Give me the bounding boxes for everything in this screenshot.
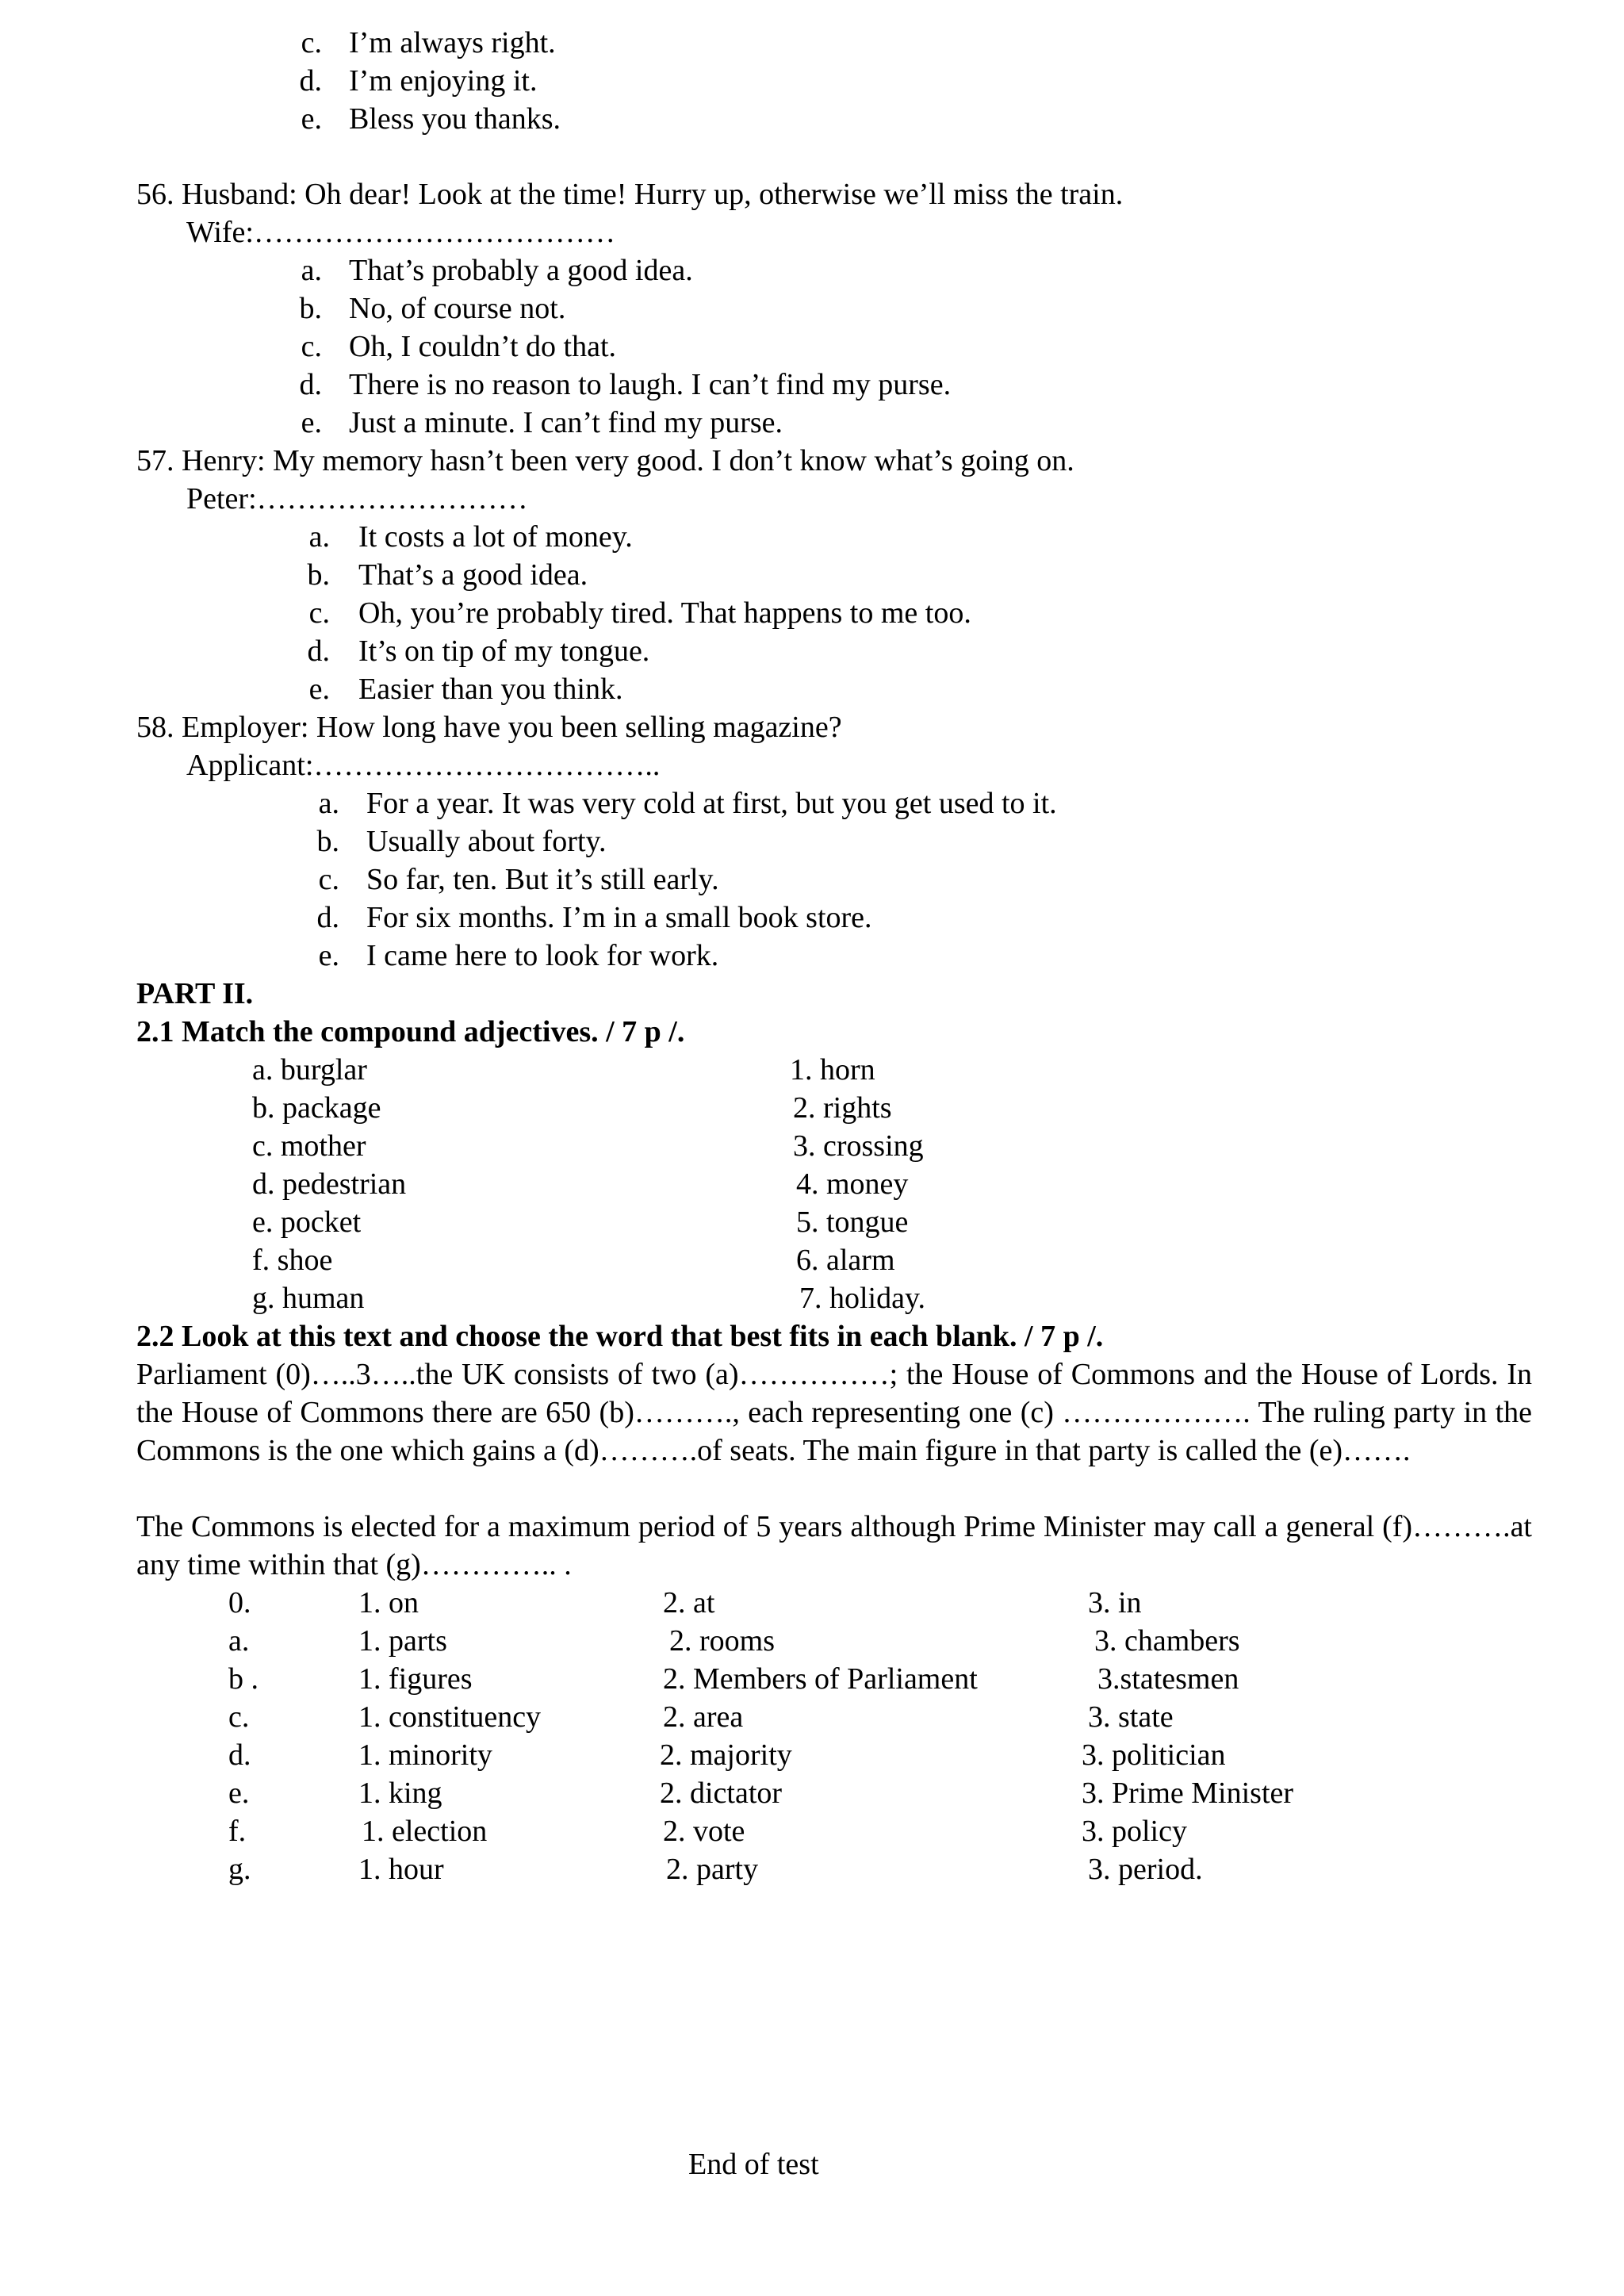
choice-option-1: 1. figures — [358, 1662, 473, 1696]
option-label: e. — [318, 939, 339, 972]
option-text: That’s a good idea. — [358, 558, 588, 592]
cloze-paragraph-2: The Commons is elected for a maximum period of 5 years although Prime Minister may call a general (f)……….at any time within that (g)………….. . — [136, 1510, 1532, 1581]
choice-key: f. — [228, 1815, 247, 1848]
choice-option-3: 3.statesmen — [1097, 1662, 1239, 1696]
section-title-2-1: 2.1 Match the compound adjectives. / 7 p /. — [136, 1015, 685, 1048]
option-label: d. — [299, 368, 322, 401]
choice-option-1: 1. minority — [358, 1738, 492, 1772]
choice-option-2: 2. dictator — [660, 1777, 783, 1810]
choice-key: b . — [228, 1662, 259, 1696]
question-reply: Applicant:…………………………….. — [186, 749, 661, 782]
option-label: e. — [301, 102, 322, 136]
choice-option-2: 2. majority — [660, 1738, 792, 1772]
option-label: d. — [307, 634, 330, 668]
match-left-item: f. shoe — [252, 1244, 333, 1277]
option-label: d. — [299, 64, 322, 98]
match-left-item: b. package — [252, 1091, 381, 1125]
option-label: c. — [318, 863, 339, 896]
option-label: e. — [308, 673, 330, 706]
option-text: So far, ten. But it’s still early. — [366, 863, 719, 896]
match-right-item: 4. money — [796, 1167, 909, 1201]
choice-option-1: 1. on — [358, 1586, 419, 1619]
match-right-item: 2. rights — [793, 1091, 892, 1125]
choice-key: d. — [228, 1738, 251, 1772]
choice-option-2: 2. rooms — [669, 1624, 775, 1658]
option-text: Just a minute. I can’t find my purse. — [349, 406, 783, 439]
option-label: b. — [299, 292, 322, 325]
match-right-item: 7. holiday. — [799, 1282, 926, 1315]
match-left-item: c. mother — [252, 1129, 366, 1163]
part-title: PART II. — [136, 977, 254, 1010]
option-text: Usually about forty. — [366, 825, 607, 858]
choice-key: a. — [228, 1624, 250, 1658]
question-reply: Wife:……………………………… — [186, 216, 615, 249]
option-label: b. — [316, 825, 339, 858]
choice-option-3: 3. in — [1088, 1586, 1142, 1619]
option-text: I came here to look for work. — [366, 939, 719, 972]
end-of-test: End of test — [688, 2148, 819, 2181]
option-text: Oh, I couldn’t do that. — [349, 330, 617, 363]
option-label: c. — [301, 330, 322, 363]
choice-option-3: 3. politician — [1082, 1738, 1226, 1772]
question-prompt: 57. Henry: My memory hasn’t been very good. I don’t know what’s going on. — [136, 444, 1074, 477]
choice-option-3: 3. period. — [1088, 1853, 1203, 1886]
choice-option-2: 2. vote — [663, 1815, 745, 1848]
choice-option-3: 3. state — [1088, 1700, 1174, 1734]
match-left-item: d. pedestrian — [252, 1167, 407, 1201]
choice-option-3: 3. chambers — [1094, 1624, 1240, 1658]
option-text: No, of course not. — [349, 292, 566, 325]
match-left-item: e. pocket — [252, 1205, 362, 1239]
option-label: e. — [301, 406, 322, 439]
match-left-item: g. human — [252, 1282, 365, 1315]
choice-key: c. — [228, 1700, 250, 1734]
cloze-paragraph-1: Parliament (0)…..3…..the UK consists of two (a)……………; the House of Commons and the House of Lords. In the House of Commons there are 650 (b)………., each representing one (c) ………………. The ruling party in the Commons is the one which gains a (d)……….of seats. The main figure in that party is called the (e)……. — [136, 1358, 1532, 1467]
match-right-item: 5. tongue — [796, 1205, 909, 1239]
choice-option-1: 1. election — [362, 1815, 488, 1848]
choice-option-3: 3. policy — [1082, 1815, 1187, 1848]
option-text: I’m always right. — [349, 26, 556, 59]
option-text: That’s probably a good idea. — [349, 254, 693, 287]
option-text: For six months. I’m in a small book store. — [366, 901, 872, 934]
option-label: c. — [308, 596, 330, 630]
choice-option-2: 2. at — [663, 1586, 715, 1619]
choice-option-1: 1. constituency — [358, 1700, 542, 1734]
choice-option-1: 1. hour — [358, 1853, 444, 1886]
option-label: a. — [308, 520, 330, 554]
choice-option-1: 1. king — [358, 1777, 442, 1810]
option-text: There is no reason to laugh. I can’t find my purse. — [349, 368, 952, 401]
match-right-item: 3. crossing — [793, 1129, 924, 1163]
choice-key: g. — [228, 1853, 251, 1886]
option-label: a. — [318, 787, 339, 820]
option-label: a. — [301, 254, 322, 287]
option-text: I’m enjoying it. — [349, 64, 538, 98]
question-prompt: 58. Employer: How long have you been selling magazine? — [136, 711, 842, 744]
option-text: Oh, you’re probably tired. That happens to me too. — [358, 596, 971, 630]
choice-key: 0. — [228, 1586, 251, 1619]
choice-option-3: 3. Prime Minister — [1082, 1777, 1294, 1810]
question-prompt: 56. Husband: Oh dear! Look at the time! Hurry up, otherwise we’ll miss the train. — [136, 178, 1124, 211]
option-label: c. — [301, 26, 322, 59]
match-right-item: 1. horn — [790, 1053, 875, 1087]
choice-key: e. — [228, 1777, 250, 1810]
question-reply: Peter:……………………… — [186, 482, 528, 516]
choice-option-2: 2. party — [666, 1853, 759, 1886]
option-label: b. — [307, 558, 330, 592]
option-text: It’s on tip of my tongue. — [358, 634, 650, 668]
choice-option-2: 2. area — [663, 1700, 744, 1734]
option-label: d. — [316, 901, 339, 934]
section-title-2-2: 2.2 Look at this text and choose the word that best fits in each blank. / 7 p /. — [136, 1320, 1104, 1353]
match-right-item: 6. alarm — [796, 1244, 895, 1277]
choice-option-1: 1. parts — [358, 1624, 447, 1658]
match-left-item: a. burglar — [252, 1053, 367, 1087]
option-text: It costs a lot of money. — [358, 520, 633, 554]
option-text: For a year. It was very cold at first, but you get used to it. — [366, 787, 1057, 820]
option-text: Bless you thanks. — [349, 102, 561, 136]
choice-option-2: 2. Members of Parliament — [663, 1662, 978, 1696]
option-text: Easier than you think. — [358, 673, 623, 706]
